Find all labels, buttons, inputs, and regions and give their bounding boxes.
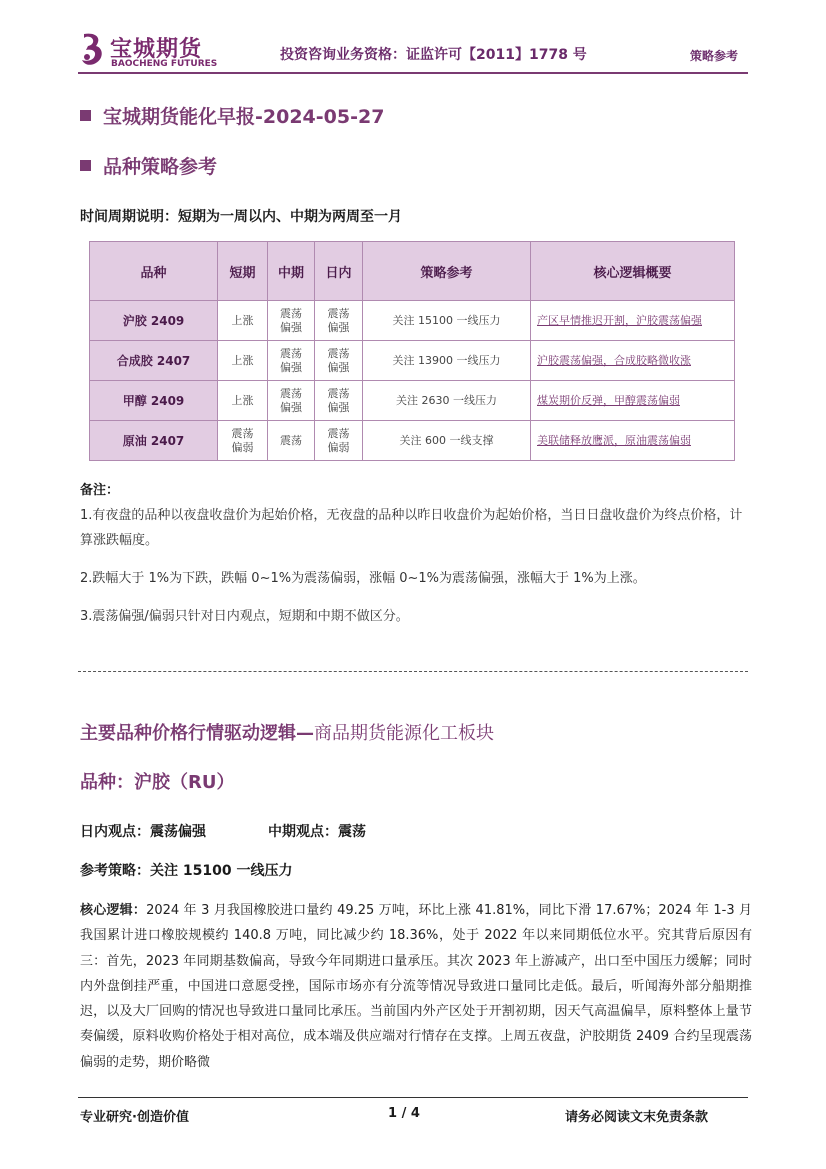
strategy-cell: 关注 15100 一线压力 (363, 301, 531, 341)
column-header: 日内 (315, 242, 363, 301)
footer-slogan: 专业研究·创造价值 (80, 1110, 189, 1125)
mid-term-text: 震荡偏强 (280, 346, 302, 374)
strategy-section-title (80, 152, 217, 179)
square-bullet-icon (80, 160, 91, 171)
short-term-cell: 上涨 (218, 381, 268, 421)
square-bullet-icon (80, 110, 91, 121)
mid-term-text: 震荡偏强 (280, 306, 302, 334)
short-term-cell: 上涨 (218, 341, 268, 381)
document-category-tag: 策略参考 (690, 49, 739, 63)
core-logic-label: 核心逻辑： (80, 903, 147, 918)
report-title (80, 102, 384, 129)
mid-term-cell (268, 381, 315, 421)
logo-english-name: BAOCHENG FUTURES (111, 59, 218, 69)
column-header: 短期 (218, 242, 268, 301)
short-term-text: 震荡偏弱 (231, 426, 254, 454)
disclaimer-notice: 请务必阅读文末免责条款 (565, 1110, 709, 1125)
period-note: 时间周期说明：短期为一周以内、中期为两周至一月 (80, 209, 402, 225)
header-divider (78, 72, 748, 74)
drive-logic-title (80, 719, 494, 745)
drive-title-bold: 主要品种价格行情驱动逻辑— (80, 723, 314, 744)
baocheng-logo-icon (78, 30, 108, 70)
company-logo (78, 30, 218, 72)
footer-divider (78, 1097, 748, 1098)
logic-link[interactable]: 美联储释放鹰派，原油震荡偏弱 (531, 421, 735, 461)
intraday-cell (315, 301, 363, 341)
column-header: 中期 (268, 242, 315, 301)
remark-item: 1.有夜盘的品种以夜盘收盘价为起始价格，无夜盘的品种以昨日收盘价为起始价格，当日日盘收盘价为终点价格，计算涨跌幅度。 (80, 508, 743, 548)
mid-term-view: 中期观点：震荡 (268, 824, 366, 840)
intraday-cell (315, 421, 363, 461)
table-header-row (90, 242, 735, 301)
table-row (90, 421, 735, 461)
logic-link[interactable]: 煤炭期价反弹，甲醇震荡偏弱 (531, 381, 735, 421)
qualification-statement: 投资咨询业务资格：证监许可【2011】1778 号 (280, 47, 587, 63)
logo-chinese-name: 宝城期货 (110, 37, 203, 62)
column-header: 策略参考 (363, 242, 531, 301)
variety-title: 品种：沪胶（RU） (80, 772, 235, 793)
core-logic-paragraph (80, 898, 752, 1075)
section-divider (78, 671, 748, 672)
page-number: 1 / 4 (388, 1106, 420, 1121)
strategy-cell: 关注 600 一线支撑 (363, 421, 531, 461)
intraday-view: 日内观点：震荡偏强 (80, 824, 206, 840)
mid-term-text: 震荡偏强 (280, 386, 302, 414)
mid-term-cell (268, 301, 315, 341)
column-header: 核心逻辑概要 (531, 242, 735, 301)
variety-cell: 甲醇 2409 (90, 381, 218, 421)
column-header: 品种 (90, 242, 218, 301)
intraday-cell (315, 381, 363, 421)
variety-cell: 合成胶 2407 (90, 341, 218, 381)
table-row (90, 301, 735, 341)
variety-cell: 原油 2407 (90, 421, 218, 461)
strategy-cell: 关注 2630 一线压力 (363, 381, 531, 421)
intraday-cell (315, 341, 363, 381)
strategy-cell: 关注 13900 一线压力 (363, 341, 531, 381)
drive-title-rest: 商品期货能源化工板块 (314, 723, 494, 744)
mid-term-cell: 震荡 (268, 421, 315, 461)
core-logic-text: 2024 年 3 月我国橡胶进口量约 49.25 万吨，环比上涨 41.81%，同比下滑 17.67%；2024 年 1-3 月我国累计进口橡胶规模约 140.8 万吨，同比减少约 18.36%，处于 2022 年以来同期低位水平。究其背后原因有三：首先，2023 年同期基数偏高，导致今年同期进口量承压。其次 2023 年上游减产，出口至中国压力缓解；同时内外盘倒挂严重，中国进口意愿受挫，国际市场亦有分流等情况导致进口量同比走低。最后，听闻海外部分船期推迟，以及大厂回购的情况也导致进口量同比承压。当前国内外产区处于开割初期，因天气高温偏旱，原料整体上量节奏偏缓，原料收购价格处于相对高位，成本端及供应端对行情存在支撑。上周五夜盘，沪胶期货 2409 合约呈现震荡偏弱的走势，期价略微 (80, 903, 752, 1070)
remark-item: 3.震荡偏强/偏弱只针对日内观点，短期和中期不做区分。 (80, 609, 409, 624)
report-title-text: 宝城期货能化早报-2024-05-27 (103, 106, 385, 128)
table-row (90, 381, 735, 421)
intraday-text: 震荡偏强 (327, 386, 350, 414)
short-term-cell: 上涨 (218, 301, 268, 341)
logic-link[interactable]: 产区早情推迟开割，沪胶震荡偏强 (531, 301, 735, 341)
short-term-cell (218, 421, 268, 461)
remark-item: 2.跌幅大于 1%为下跌，跌幅 0~1%为震荡偏弱，涨幅 0~1%为震荡偏强，涨幅大于 1%为上涨。 (80, 571, 646, 586)
strategy-table (89, 241, 735, 461)
table-row (90, 341, 735, 381)
mid-term-cell (268, 341, 315, 381)
reference-strategy: 参考策略：关注 15100 一线压力 (80, 863, 293, 879)
variety-cell: 沪胶 2409 (90, 301, 218, 341)
strategy-section-title-text: 品种策略参考 (103, 156, 218, 178)
views-line (80, 821, 366, 841)
remarks-title: 备注： (80, 483, 120, 498)
logic-link[interactable]: 沪胶震荡偏强，合成胶略微收涨 (531, 341, 735, 381)
intraday-text: 震荡偏强 (327, 306, 350, 334)
intraday-text: 震荡偏强 (327, 346, 350, 374)
intraday-text: 震荡偏弱 (327, 426, 350, 454)
